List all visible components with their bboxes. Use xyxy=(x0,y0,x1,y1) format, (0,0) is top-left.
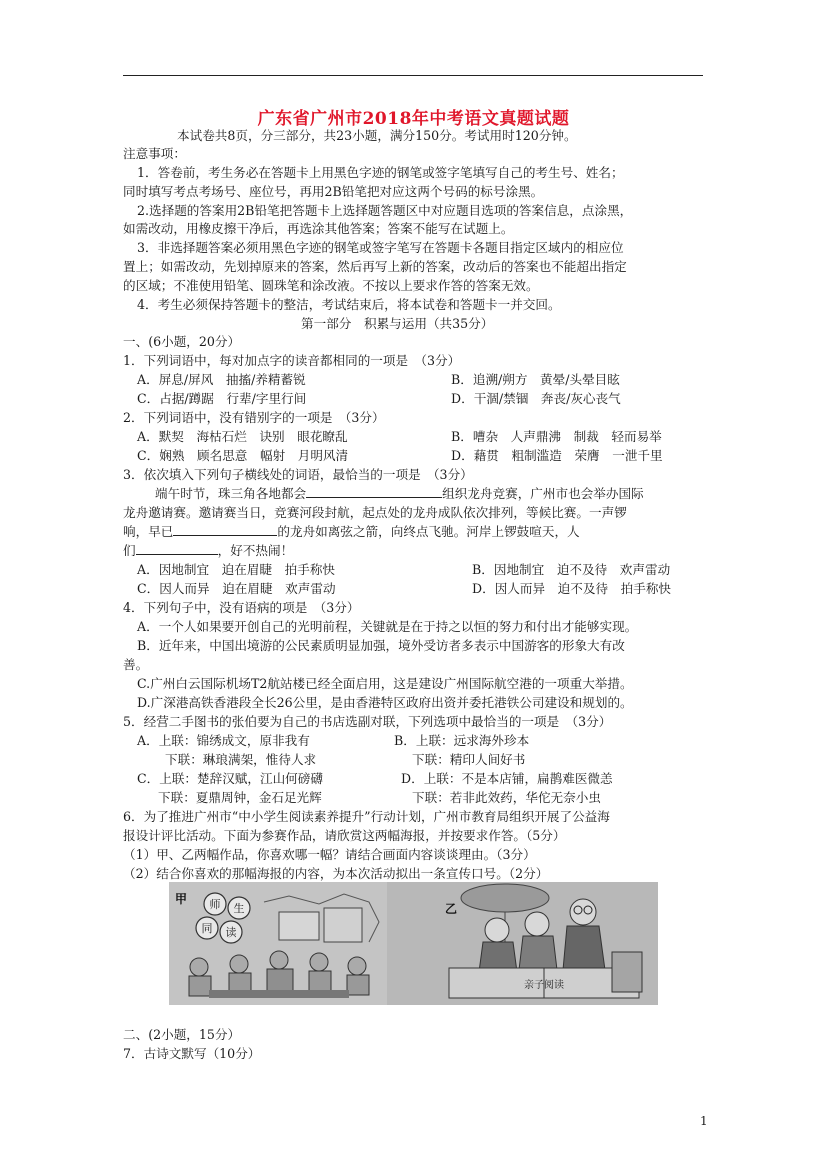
q2-option-b: B．嘈杂 人声鼎沸 制裁 轻而易举 xyxy=(451,429,662,444)
q4-option-b-line-1: B．近年来，中国出境游的公民素质明显加强，境外受访者多表示中国游客的形象大有改 xyxy=(137,638,625,653)
poster-jia xyxy=(169,882,387,1005)
q3-passage-line-4 xyxy=(123,542,293,560)
q1-option-c: C．占据/蹲踞 行辈/字里行间 xyxy=(137,391,307,406)
notice-3-line-2: 置上；如需改动，先划掉原来的答案，然后再写上新的答案，改动后的答案也不能超出指定 xyxy=(123,259,627,274)
poster-yi-label: 乙 xyxy=(445,902,458,916)
poster-yi-illustration xyxy=(387,882,658,1005)
notice-1-line-2: 同时填写考点考场号、座位号，再用2B铅笔把对应这两个号码的标号涂黑。 xyxy=(123,184,544,199)
q3-passage-text: 组织龙舟竞赛，广州市也会举办国际 xyxy=(442,486,644,501)
fill-blank-2 xyxy=(173,523,277,536)
poster-yi-book-text: 亲子阅读 xyxy=(524,980,564,991)
page-title: 广东省广州市2018年中考语文真题试题 xyxy=(257,109,570,129)
notice-3-line-3: 的区域；不准使用铅笔、圆珠笔和涂改液。不按以上要求作答的答案无效。 xyxy=(123,278,539,293)
fill-blank-3 xyxy=(136,542,218,555)
q2-option-a: A．默契 海枯石烂 诀别 眼花瞭乱 xyxy=(137,429,348,444)
poster-jia-char-2: 生 xyxy=(233,902,245,915)
q3-option-d: D．因人而异 迫不及待 拍手称快 xyxy=(472,581,672,596)
header-rule xyxy=(123,75,703,76)
q5-option-b-lower: 下联：精印人间好书 xyxy=(412,752,526,767)
q7-stem: 7．古诗文默写（10分） xyxy=(123,1046,261,1061)
q1-stem: 1．下列词语中，每对加点字的读音都相同的一项是 （3分） xyxy=(123,353,461,368)
poster-jia-char-4: 读 xyxy=(225,926,237,939)
q3-passage-text: 们 xyxy=(123,543,136,558)
q3-passage-line-1 xyxy=(155,485,644,503)
q3-option-c: C．因人而异 迫在眉睫 欢声雷动 xyxy=(137,581,336,596)
q4-stem: 4．下列句子中，没有语病的项是 （3分） xyxy=(123,600,360,615)
notice-heading: 注意事项： xyxy=(123,146,186,161)
q3-passage-text: ，好不热闹！ xyxy=(217,543,294,558)
q5-option-a-upper: A．上联：锦绣成文，原非我有 xyxy=(137,733,310,748)
q5-stem: 5．经营二手图书的张伯要为自己的书店选副对联，下列选项中最恰当的一项是 （3分） xyxy=(123,714,612,729)
q3-passage-text: 端午时节，珠三角各地都会 xyxy=(155,486,307,501)
q4-option-c: C.广州白云国际机场T2航站楼已经全面启用，这是建设广州国际航空港的一项重大举措。 xyxy=(137,676,633,691)
q5-option-d-lower: 下联：若非此效药，华佗无奈小虫 xyxy=(412,790,601,805)
q4-option-a: A．一个人如果要开创自己的光明前程，关键就是在于持之以恒的努力和付出才能够实现。 xyxy=(137,619,638,634)
q3-option-a: A．因地制宜 迫在眉睫 拍手称快 xyxy=(137,562,336,577)
q5-option-a-lower: 下联：琳琅满架，惟待人求 xyxy=(165,752,317,767)
notice-3-line-1: 3．非选择题答案必须用黑色字迹的钢笔或签字笔写在答题卡各题目指定区域内的相应位 xyxy=(137,240,624,255)
q3-passage-line-3 xyxy=(123,523,580,541)
section2-heading: 二、(2小题，15分） xyxy=(123,1027,241,1042)
q1-option-d: D．干涸/禁锢 奔丧/灰心丧气 xyxy=(451,391,621,406)
q1-option-b: B．追溯/朔方 黄晕/头晕目眩 xyxy=(451,372,620,387)
q4-option-d: D.广深港高铁香港段全长26公里，是由香港特区政府出资并委托港铁公司建设和规划的。 xyxy=(137,695,633,710)
q3-passage-text: 的龙舟如离弦之箭，向终点飞驰。河岸上锣鼓喧天，人 xyxy=(277,524,580,539)
notice-4: 4．考生必须保持答题卡的整洁，考试结束后，将本试卷和答题卡一并交回。 xyxy=(137,297,561,312)
q6-stem-line-1: 6．为了推进广州市“中小学生阅读素养提升”行动计划，广州市教育局组织开展了公益海 xyxy=(123,809,610,824)
q5-option-b-upper: B．上联：远求海外珍本 xyxy=(394,733,530,748)
poster-jia-char-1: 师 xyxy=(209,898,221,911)
exam-intro: 本试卷共8页，分三部分，共23小题，满分150分。考试用时120分钟。 xyxy=(177,128,577,143)
poster-jia-char-3: 同 xyxy=(201,922,213,935)
q2-option-d: D．藉贯 粗制滥造 荣膺 一泄千里 xyxy=(451,448,663,463)
q4-option-b-line-2: 善。 xyxy=(123,657,149,672)
poster-figure xyxy=(169,882,658,1005)
q3-passage-text: 响，早已 xyxy=(123,524,174,539)
notice-2-line-2: 如需改动，用橡皮擦干净后，再选涂其他答案；答案不能写在试题上。 xyxy=(123,221,514,236)
fill-blank-1 xyxy=(306,485,442,498)
q3-option-b: B．因地制宜 迫不及待 欢声雷动 xyxy=(472,562,671,577)
q6-stem-line-2: 报设计评比活动。下面为参赛作品，请欣赏这两幅海报，并按要求作答。（5分） xyxy=(123,828,566,843)
q2-stem: 2．下列词语中，没有错别字的一项是 （3分） xyxy=(123,410,385,425)
q1-option-a: A．屏息/屏风 抽搐/养精蓄锐 xyxy=(137,372,306,387)
q5-option-d-upper: D．上联：不是本店铺，扁鹊难医微恙 xyxy=(401,771,613,786)
q6-subquestion-1: （1）甲、乙两幅作品，你喜欢哪一幅？请结合画面内容谈谈理由。（3分） xyxy=(123,847,536,862)
poster-jia-label: 甲 xyxy=(175,892,188,906)
q6-subquestion-2: （2）结合你喜欢的那幅海报的内容，为本次活动拟出一条宣传口号。（2分） xyxy=(123,866,549,881)
q5-option-c-upper: C．上联：楚辞汉赋，江山何磅礴 xyxy=(137,771,323,786)
notice-2-line-1: 2.选择题的答案用2B铅笔把答题卡上选择题答题区中对应题目选项的答案信息，点涂黑， xyxy=(137,203,633,218)
q3-stem: 3．依次填入下列句子横线处的词语，最恰当的一项是 （3分） xyxy=(123,467,473,482)
q2-option-c: C．娴熟 顾名思意 幅射 月明风清 xyxy=(137,448,349,463)
notice-1-line-1: 1．答卷前，考生务必在答题卡上用黑色字迹的钢笔或签字笔填写自己的考生号、姓名； xyxy=(137,165,624,180)
page-number: 1 xyxy=(700,1114,708,1128)
poster-jia-illustration xyxy=(169,882,387,1005)
section1-heading: 一、(6小题，20分） xyxy=(123,334,241,349)
q3-passage-line-2: 龙舟邀请赛。邀请赛当日，竞赛河段封航，起点处的龙舟成队依次排列，等候比赛。一声锣 xyxy=(123,505,627,520)
poster-yi xyxy=(387,882,658,1005)
q5-option-c-lower: 下联：夏鼎周钟，金石足光辉 xyxy=(158,790,322,805)
part1-heading: 第一部分 积累与运用（共35分） xyxy=(301,316,494,331)
